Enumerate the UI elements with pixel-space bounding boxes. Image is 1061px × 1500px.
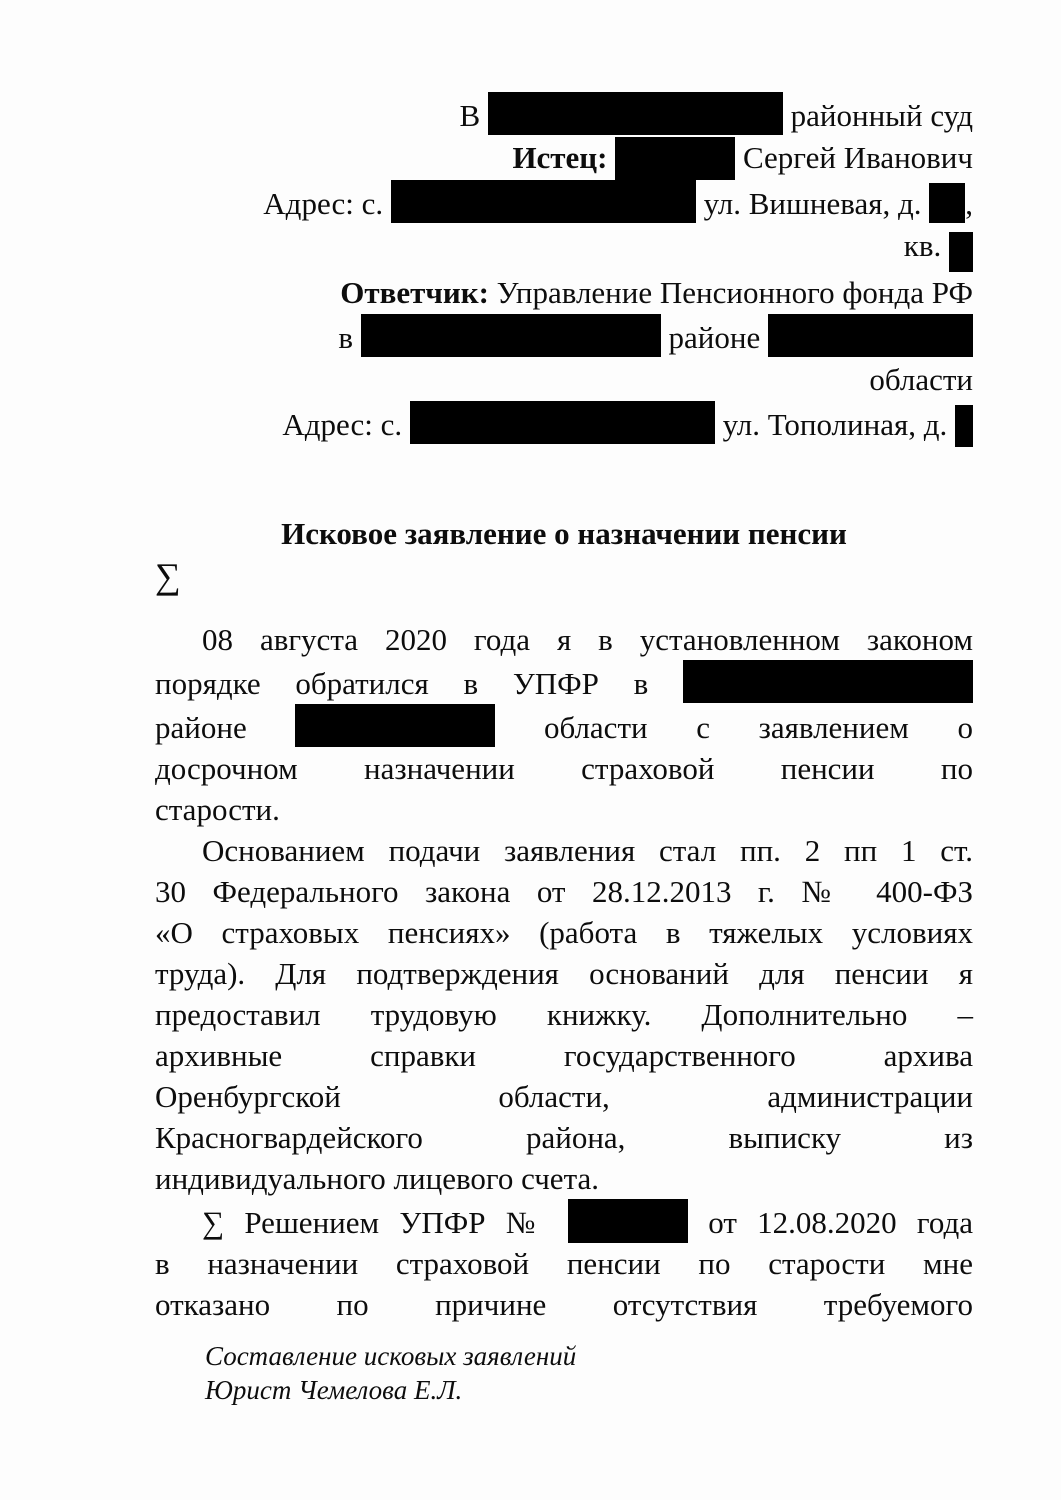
text-run: области с заявлением о bbox=[495, 710, 973, 745]
text-run: 30 Федерального закона от 28.12.2013 г. № 400-ФЗ bbox=[155, 874, 973, 909]
paragraph bbox=[155, 1199, 973, 1325]
document-line bbox=[155, 912, 973, 953]
document-line bbox=[155, 704, 973, 748]
text-run: в назначении страховой пенсии по старости мне bbox=[155, 1246, 973, 1281]
redaction-bar bbox=[488, 92, 783, 135]
footer-service-line: Составление исковых заявлений bbox=[205, 1341, 577, 1371]
text-run: Управление Пенсионного фонда РФ bbox=[488, 275, 973, 310]
text-run: Адрес: с. bbox=[282, 407, 410, 442]
document-line bbox=[155, 225, 973, 272]
document-body bbox=[155, 619, 973, 1325]
document-line bbox=[155, 180, 973, 225]
text-run: порядке обратился в УПФР в bbox=[155, 666, 683, 701]
text-run: старости. bbox=[155, 792, 280, 827]
redaction-bar bbox=[295, 704, 495, 747]
text-run: районе bbox=[660, 320, 768, 355]
redaction-bar bbox=[391, 180, 696, 223]
redaction-bar bbox=[683, 660, 973, 703]
text-run: труда). Для подтверждения оснований для пенсии я bbox=[155, 956, 973, 991]
document-title: Исковое заявление о назначении пенсии bbox=[281, 516, 847, 551]
redaction-bar bbox=[929, 183, 965, 223]
document-line bbox=[155, 1284, 973, 1325]
redaction-bar bbox=[768, 314, 973, 357]
document-line bbox=[155, 359, 973, 401]
redaction-bar bbox=[949, 232, 973, 272]
document-footer bbox=[205, 1339, 973, 1407]
text-run: в bbox=[338, 320, 361, 355]
document-line bbox=[155, 1158, 973, 1199]
text-run: районе bbox=[155, 710, 296, 745]
text-run: отказано по причине отсутствия требуемого bbox=[155, 1287, 973, 1322]
text-run: 08 августа 2020 года я в установленном законом bbox=[202, 622, 973, 657]
document-line bbox=[155, 92, 973, 137]
bold-label: Ответчик: bbox=[340, 275, 489, 310]
text-run: Сергей Иванович bbox=[735, 140, 973, 175]
document-line bbox=[155, 660, 973, 704]
document-line bbox=[155, 748, 973, 789]
court-header bbox=[155, 92, 973, 447]
text-run: ∑ Решением УПФР № bbox=[202, 1205, 569, 1240]
paragraph bbox=[155, 830, 973, 1199]
text-run: ул. Вишневая, д. bbox=[695, 186, 930, 221]
document-line bbox=[155, 137, 973, 180]
footer-lawyer-line: Юрист Чемелова Е.Л. bbox=[205, 1375, 463, 1405]
document-line bbox=[155, 314, 973, 359]
document-line bbox=[155, 401, 973, 447]
text-run: архивные справки государственного архива bbox=[155, 1038, 973, 1073]
text-run: Оренбургской области, администрации bbox=[155, 1079, 973, 1114]
document-line bbox=[155, 1199, 973, 1243]
text-run: досрочном назначении страховой пенсии по bbox=[155, 751, 973, 786]
document-line bbox=[155, 830, 973, 871]
redaction-bar bbox=[361, 314, 661, 357]
redaction-bar bbox=[955, 405, 973, 447]
text-run: индивидуального лицевого счета. bbox=[155, 1161, 600, 1196]
text-run bbox=[607, 140, 615, 175]
text-run: районный суд bbox=[782, 98, 973, 133]
text-run: В bbox=[459, 98, 488, 133]
document-line bbox=[155, 1035, 973, 1076]
document-line bbox=[155, 871, 973, 912]
document-line bbox=[155, 1243, 973, 1284]
document-line bbox=[155, 1117, 973, 1158]
text-run: от 12.08.2020 года bbox=[688, 1205, 973, 1240]
text-run: области bbox=[869, 362, 973, 397]
document-line bbox=[155, 619, 973, 660]
text-run: предоставил трудовую книжку. Дополнительно – bbox=[155, 997, 973, 1032]
document-line bbox=[155, 1076, 973, 1117]
text-run: кв. bbox=[903, 228, 949, 263]
text-run: Адрес: с. bbox=[263, 186, 391, 221]
bold-label: Истец: bbox=[512, 140, 608, 175]
document-line bbox=[155, 272, 973, 314]
document-line bbox=[155, 994, 973, 1035]
document-line bbox=[155, 953, 973, 994]
text-run: «О страховых пенсиях» (работа в тяжелых условиях bbox=[155, 915, 973, 950]
redaction-bar bbox=[615, 137, 735, 180]
text-run: Красногвардейского района, выписку из bbox=[155, 1120, 973, 1155]
paragraph bbox=[155, 619, 973, 830]
document-line bbox=[155, 789, 973, 830]
text-run: Основанием подачи заявления стал пп. 2 пп 1 ст. bbox=[202, 833, 973, 868]
text-run: ул. Тополиная, д. bbox=[714, 407, 955, 442]
sigma-symbol: ∑ bbox=[155, 556, 181, 596]
redaction-bar bbox=[410, 401, 715, 444]
redaction-bar bbox=[568, 1199, 688, 1243]
text-run: , bbox=[965, 186, 973, 221]
